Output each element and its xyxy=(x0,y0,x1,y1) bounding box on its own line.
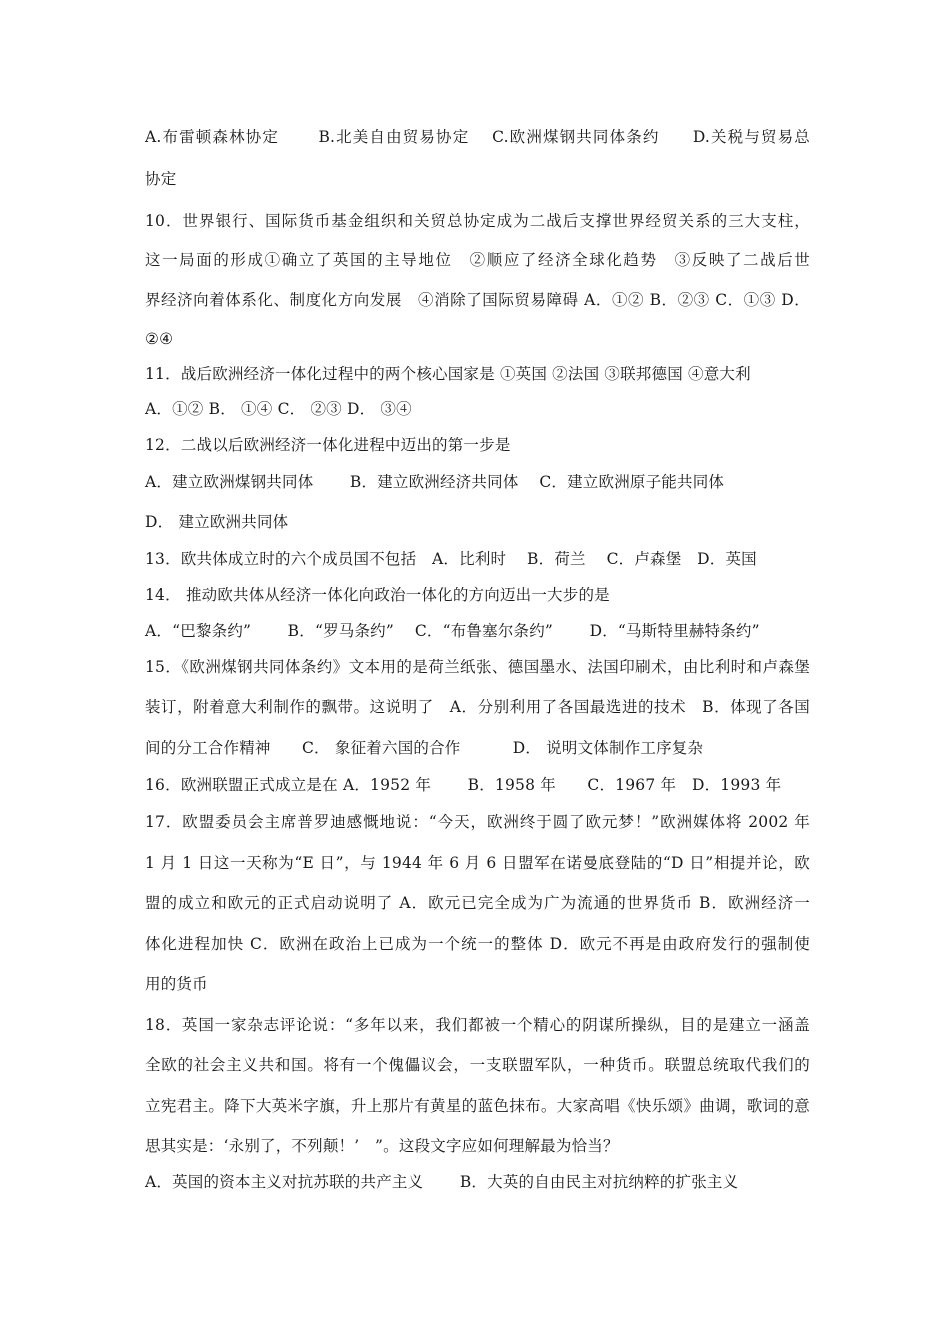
question-11-options: A．①② B． ①④ C． ②③ D． ③④ xyxy=(145,400,412,418)
option-line-q9-continued: 协定 xyxy=(145,170,177,188)
question-13: 13．欧共体成立时的六个成员国不包括 A．比利时 B．荷兰 C．卢森堡 D．英国 xyxy=(145,550,757,568)
question-17-line-3: 盟的成立和欧元的正式启动说明了 A．欧元已完全成为广为流通的世界货币 B．欧洲经济一 xyxy=(145,894,810,912)
question-17-line-1: 17．欧盟委员会主席普罗迪感慨地说：“今天，欧洲终于圆了欧元梦！”欧洲媒体将 2002 年 xyxy=(145,813,810,831)
question-12-options-2: D． 建立欧洲共同体 xyxy=(145,513,289,531)
question-12-stem: 12．二战以后欧洲经济一体化进程中迈出的第一步是 xyxy=(145,436,511,454)
question-18-line-3: 立宪君主。降下大英米字旗，升上那片有黄星的蓝色抹布。大家高唱《快乐颂》曲调，歌词的意 xyxy=(145,1097,810,1115)
question-10-line-4: ②④ xyxy=(145,330,174,348)
option-line-q9: A.布雷顿森林协定 B.北美自由贸易协定 C.欧洲煤钢共同体条约 D.关税与贸易总 xyxy=(145,128,810,146)
question-17-line-5: 用的货币 xyxy=(145,975,208,993)
question-12-options-1: A．建立欧洲煤钢共同体 B．建立欧洲经济共同体 C．建立欧洲原子能共同体 xyxy=(145,473,725,491)
question-11-line-1: 11．战后欧洲经济一体化过程中的两个核心国家是 ①英国 ②法国 ③联邦德国 ④意大利 xyxy=(145,365,751,383)
question-10-line-3: 界经济向着体系化、制度化方向发展 ④消除了国际贸易障碍 A．①② B．②③ C．①③ D． xyxy=(145,291,810,309)
question-18-line-2: 全欧的社会主义共和国。将有一个傀儡议会，一支联盟军队，一种货币。联盟总统取代我们的 xyxy=(145,1056,810,1074)
question-10-line-1: 10．世界银行、国际货币基金组织和关贸总协定成为二战后支撑世界经贸关系的三大支柱， xyxy=(145,212,810,230)
question-15-line-2: 装订，附着意大利制作的飘带。这说明了 A．分别利用了各国最选进的技术 B．体现了各国 xyxy=(145,698,810,716)
question-15-line-3: 间的分工合作精神 C． 象征着六国的合作 D． 说明文体制作工序复杂 xyxy=(145,739,704,757)
question-15-line-1: 15．《欧洲煤钢共同体条约》文本用的是荷兰纸张、德国墨水、法国印刷术，由比利时和卢森堡 xyxy=(145,658,810,676)
question-18-options: A．英国的资本主义对抗苏联的共产主义 B．大英的自由民主对抗纳粹的扩张主义 xyxy=(145,1173,739,1191)
question-18-line-4: 思其实是：‘永别了，不列颠！’ ”。这段文字应如何理解最为恰当？ xyxy=(145,1137,619,1155)
question-17-line-4: 体化进程加快 C．欧洲在政治上已成为一个统一的整体 D．欧元不再是由政府发行的强制使 xyxy=(145,935,810,953)
question-14-stem: 14． 推动欧共体从经济一体化向政治一体化的方向迈出一大步的是 xyxy=(145,586,610,604)
question-10-line-2: 这一局面的形成①确立了英国的主导地位 ②顺应了经济全球化趋势 ③反映了二战后世 xyxy=(145,251,810,269)
question-17-line-2: 1 月 1 日这一天称为“E 日”，与 1944 年 6 月 6 日盟军在诺曼底登陆的“D 日”相提并论，欧 xyxy=(145,854,810,872)
question-16: 16．欧洲联盟正式成立是在 A．1952 年 B．1958 年 C．1967 年 D．1993 年 xyxy=(145,776,782,794)
question-14-options: A．“巴黎条约” B．“罗马条约” C．“布鲁塞尔条约” D．“马斯特里赫特条约” xyxy=(145,622,760,640)
question-18-line-1: 18．英国一家杂志评论说：“多年以来，我们都被一个精心的阴谋所操纵，目的是建立一涵盖 xyxy=(145,1016,810,1034)
